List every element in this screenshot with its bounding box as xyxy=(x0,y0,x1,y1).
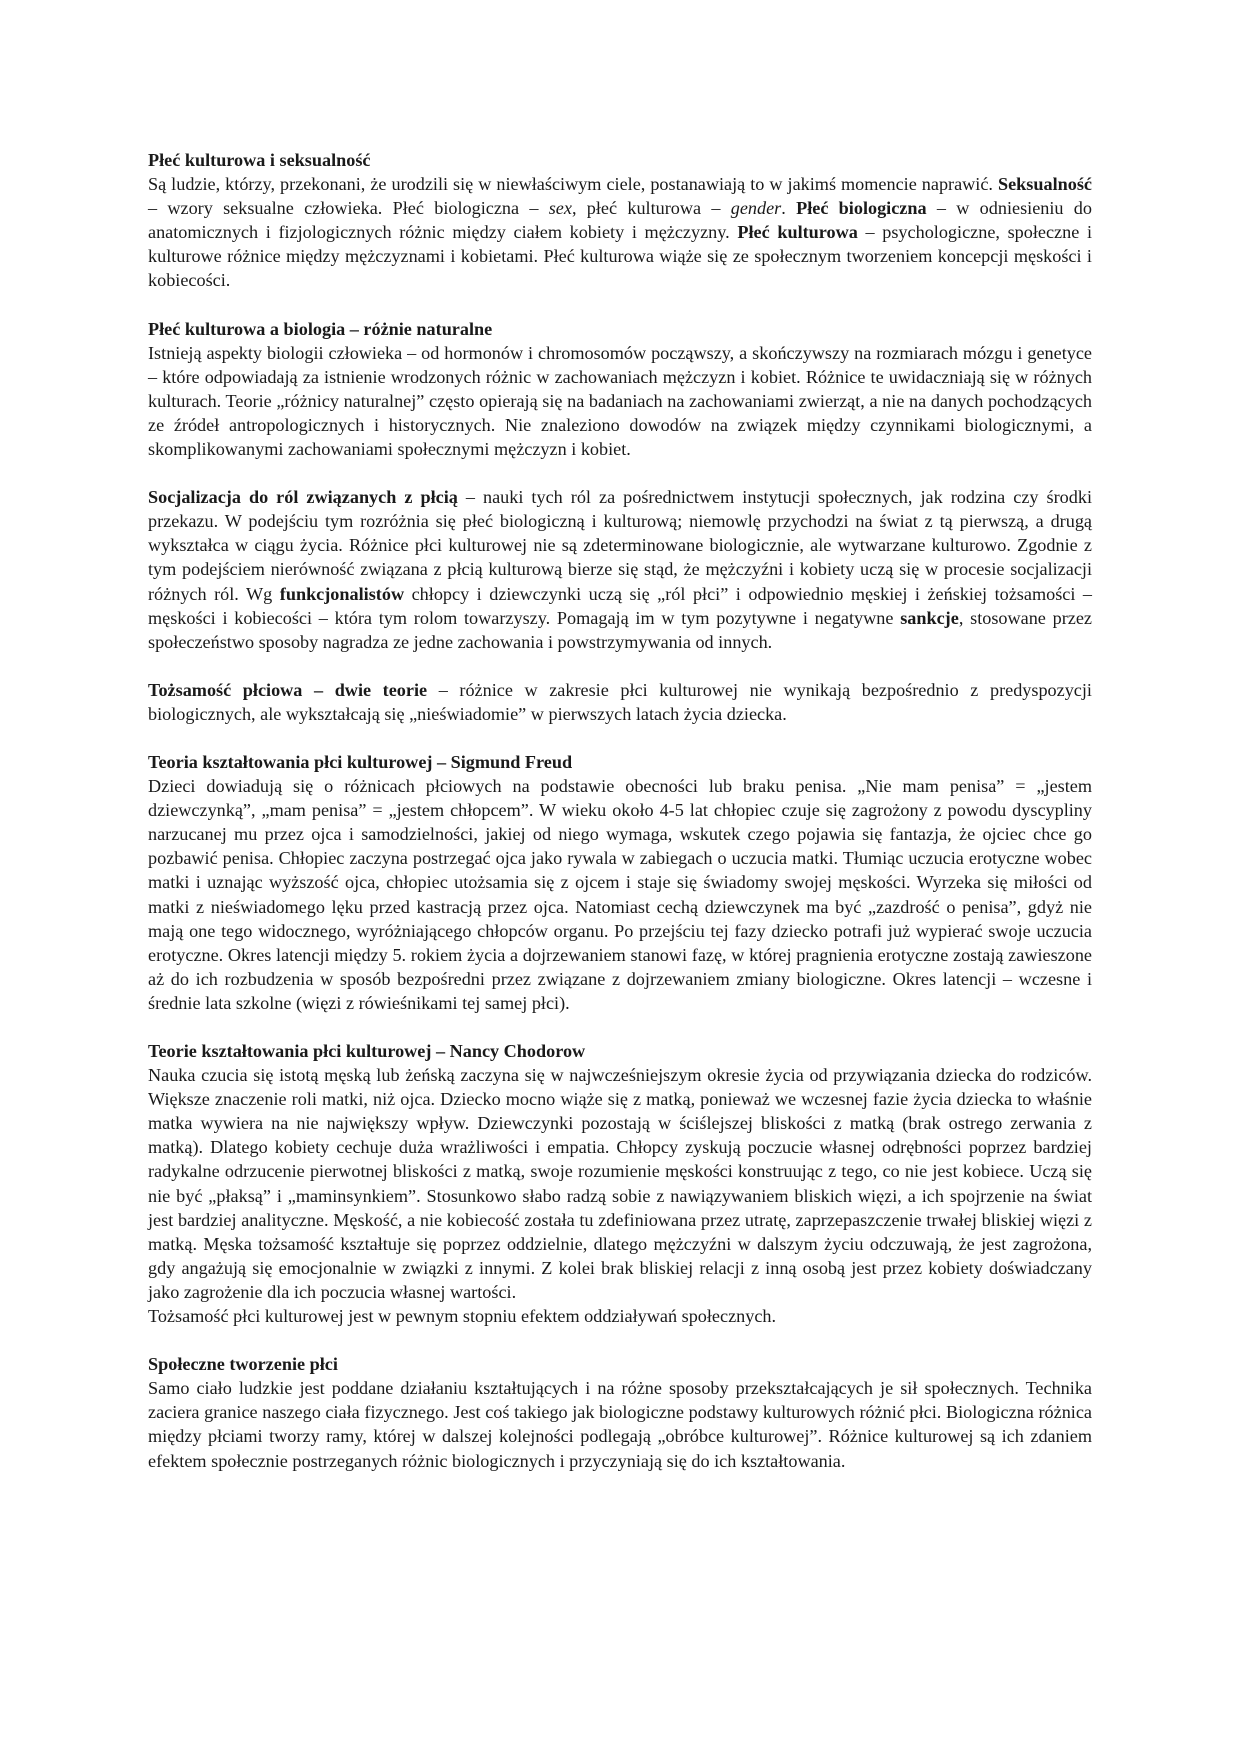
section-gender-biology xyxy=(148,317,1092,462)
section-heading: Społeczne tworzenie płci xyxy=(148,1354,338,1375)
paragraph: Samo ciało ludzkie jest poddane działaniu kształtujących i na różne sposoby przekształcających je sił społecznych. Technika zaciera granice naszego ciała fizycznego. Jest coś takiego jak biologiczne podstawy kulturowych różnić płci. Biologiczna różnica między płciami tworzy ramy, której w dalszej kolejności podlegają „obróbce kulturowej”. Różnice kulturowej są ich zdaniem efektem społecznie postrzeganych różnic biologicznych i przyczyniają się do ich kształtowania. xyxy=(148,1378,1092,1471)
term-italic: sex xyxy=(548,198,572,219)
text-run: Są ludzie, którzy, przekonani, że urodzili się w niewłaściwym ciele, postanawiają to w jakimś momencie naprawić. xyxy=(148,174,998,195)
term-bold: Tożsamość płciowa – dwie teorie xyxy=(148,679,428,700)
text-run: , stosowane przez społeczeństwo sposoby nagradza ze jedne zachowania i powstrzymywania od innych. xyxy=(148,607,1093,652)
term-italic: gender xyxy=(730,198,782,219)
text-run: – wzory seksualne człowieka. Płeć biologiczna – xyxy=(148,198,549,219)
paragraph xyxy=(148,172,1092,292)
section-heading: Płeć kulturowa a biologia – różnie naturalne xyxy=(148,318,493,339)
paragraph xyxy=(148,678,1092,726)
term-bold: sankcje xyxy=(900,607,959,628)
paragraph: Nauka czucia się istotą męską lub żeńską zaczyna się w najwcześniejszym okresie życia od przywiązania dziecka do rodziców. Większe znaczenie roli matki, niż ojca. Dziecko mocno wiąże się z matką, ponieważ we wczesnej fazie życia dziecka to właśnie matka wywiera na nie największy wpływ. Dziewczynki pozostają w ściślejszej bliskości z matką (brak ostrego zerwania z matką). Dlatego kobiety cechuje duża wrażliwości i empatia. Chłopcy zyskują poczucie własnej odrębności poprzez bardziej radykalne odrzucenie pierwotnej bliskości z matką, swoje rozumienie męskości konstruując z tego, co nie jest kobiece. Uczą się nie być „płaksą” i „maminsynkiem”. Stosunkowo słabo radzą sobie z nawiązywaniem bliskich więzi, a ich spojrzenie na świat jest bardziej analityczne. Męskość, a nie kobiecość została tu zdefiniowana przez utratę, zaprzepaszczenie trwałej bliskiej więzi z matką. Męska tożsamość kształtuje się poprzez oddzielnie, dlatego mężczyźni w dalszym życiu odczuwają, że jest zagrożona, gdy angażują się emocjonalnie w związki z innymi. Z kolei brak bliskiej relacji z inną osobą jest przez kobiety doświadczany jako zagrożenie dla ich poczucia własnej wartości. xyxy=(148,1065,1092,1302)
text-run: – różnice w zakresie płci kulturowej nie wynikają bezpośrednio z predyspozycji biologicznych, ale wykształcają się „nieświadomie” w pierwszych latach życia dziecka. xyxy=(148,679,1092,724)
section-gender-sexuality xyxy=(148,148,1092,293)
section-heading: Płeć kulturowa i seksualność xyxy=(148,150,371,170)
paragraph: Istnieją aspekty biologii człowieka – od hormonów i chromosomów począwszy, a skończywszy na rozmiarach mózgu i genetyce – które odpowiadają za istnienie wrodzonych różnic w zachowaniach mężczyzn i kobiet. Różnice te uwidaczniają się w różnych kulturach. Teorie „różnicy naturalnej” często opierają się na badaniach na zachowaniami zwierząt, a nie na danych pochodzących ze źródeł antropologicznych i historycznych. Nie znaleziono dowodów na związek między czynnikami biologicznymi, a skomplikowanymi zachowaniami społecznymi mężczyzn i kobiet. xyxy=(148,342,1092,460)
paragraph: Dzieci dowiadują się o różnicach płciowych na podstawie obecności lub braku penisa. „Nie mam penisa” = „jestem dziewczynką”, „mam penisa” = „jestem chłopcem”. W wieku około 4-5 lat chłopiec czuje się zagrożony z powodu dyscypliny narzucanej mu przez ojca i samodzielności, jakiej od niego wymaga, wskutek czego pojawia się fantazja, że ojciec chce go pozbawić penisa. Chłopiec zaczyna postrzegać ojca jako rywala w zabiegach o uczucia matki. Tłumiąc uczucia erotyczne wobec matki i uznając wyższość ojca, chłopiec utożsamia się z ojcem i staje się świadomy swojej męskości. Wyrzeka się miłości od matki z nieświadomego lęku przed kastracją przez ojca. Natomiast cechą dziewczynek ma być „zazdrość o penisa”, gdyż nie mają one tego widocznego, wyróżniającego chłopców organu. Po przejściu tej fazy dziecko potrafi już wypierać swoje uczucia erotyczne. Okres latencji między 5. rokiem życia a dojrzewaniem stanowi fazę, w której pragnienia erotyczne zostają zawieszone aż do ich rozbudzenia w sposób bezpośredni przez związane z dojrzewaniem zmiany biologiczne. Okres latencji – wczesne i średnie lata szkolne (więzi z rówieśnikami tej samej płci). xyxy=(148,776,1092,1013)
term-bold: Socjalizacja do ról związanych z płcią xyxy=(148,487,458,508)
section-chodorow xyxy=(148,1039,1092,1328)
section-socialization xyxy=(148,485,1092,654)
text-run: – nauki tych ról za pośrednictwem instytucji społecznych, jak rodzina czy środki przekazu. W podejściu tym rozróżnia się płeć biologiczną i kulturową; niemowlę przychodzi na świat z tą pierwszą, a drugą wykształca w ciągu życia. Różnice płci kulturowej nie są zdeterminowane biologicznie, ale wytwarzane kulturowo. Zgodnie z tym podejściem nierówność związana z płcią kulturową bierze się stąd, że mężczyźni i kobiety uczą się w procesie socjalizacji różnych ról. Wg xyxy=(148,487,1093,604)
section-heading: Teoria kształtowania płci kulturowej – Sigmund Freud xyxy=(148,751,573,772)
section-gender-identity xyxy=(148,678,1092,726)
term-bold: Płeć biologiczna xyxy=(796,198,927,219)
text-run: – w odniesieniu do anatomicznych i fizjologicznych różnic między ciałem kobiety i mężczyzny. xyxy=(148,198,1092,243)
text-run: – psychologiczne, społeczne i kulturowe różnice między mężczyznami i kobietami. Płeć kulturowa wiąże się ze społecznym tworzeniem koncepcji męskości i kobiecości. xyxy=(148,222,1093,291)
text-run: . xyxy=(781,198,797,219)
section-freud xyxy=(148,750,1092,1015)
section-social-construction xyxy=(148,1352,1092,1472)
document-page xyxy=(148,148,1092,1497)
text-run: chłopcy i dziewczynki uczą się „ról płci” i odpowiednio męskiej i żeńskiej tożsamości – męskości i kobiecości – która tym rolom towarzyszy. Pomagają im w tym pozytywne i negatywne xyxy=(148,583,1092,628)
section-heading: Teorie kształtowania płci kulturowej – Nancy Chodorow xyxy=(148,1041,586,1061)
term-bold: Płeć kulturowa xyxy=(737,222,858,243)
paragraph xyxy=(148,485,1092,654)
term-bold: Seksualność xyxy=(997,174,1092,195)
paragraph: Tożsamość płci kulturowej jest w pewnym stopniu efektem oddziaływań społecznych. xyxy=(148,1306,777,1327)
term-bold: funkcjonalistów xyxy=(279,583,405,604)
text-run: , płeć kulturowa – xyxy=(571,198,731,219)
